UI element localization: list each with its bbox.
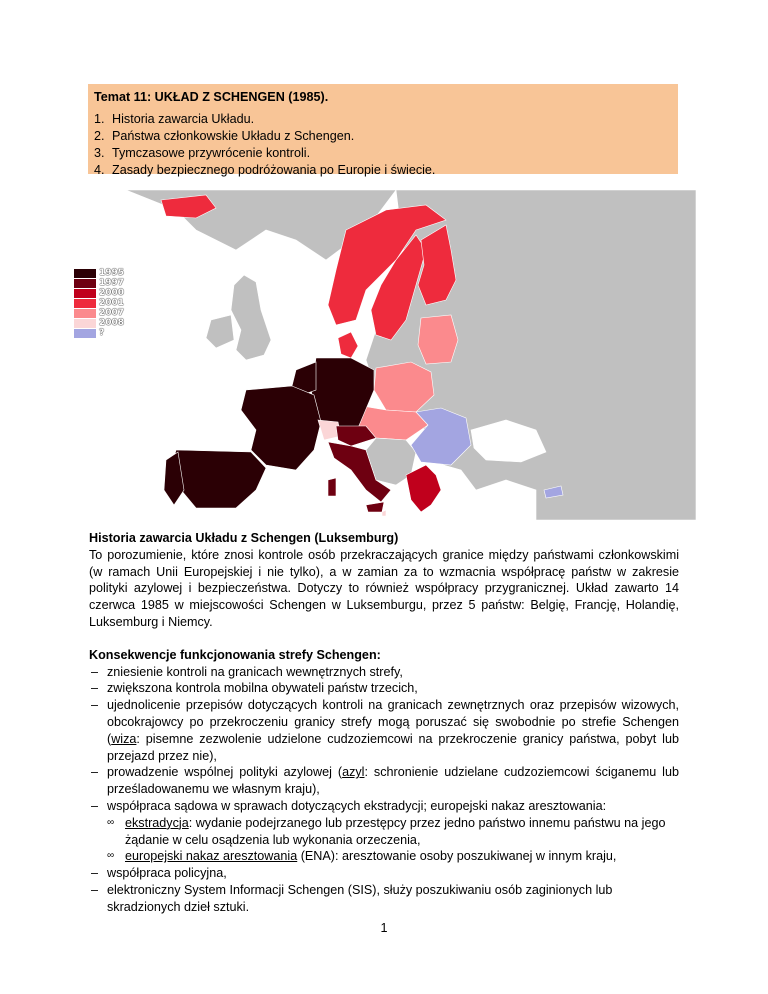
legend-row: 2001 (74, 298, 124, 308)
baltics (418, 315, 458, 364)
legend-swatch (74, 309, 96, 318)
term-ekstradycja: ekstradycja (125, 815, 189, 830)
ireland (206, 315, 234, 348)
topic-item: 1. Historia zawarcia Układu. (94, 112, 255, 126)
list-item: – zwiększona kontrola mobilna obywateli państw trzecich, (89, 680, 679, 697)
spacer (89, 631, 679, 647)
sub-list-item: ∞ europejski nakaz aresztowania (ENA): aresztowanie osoby poszukiwanej w innym kraju, (107, 848, 679, 865)
topic-item: 4. Zasady bezpiecznego podróżowania po Europie i świecie. (94, 163, 436, 177)
map-legend (74, 268, 124, 338)
consequences-list (89, 664, 679, 916)
list-item: – współpraca policyjna, (89, 865, 679, 882)
history-title: Historia zawarcia Układu z Schengen (Luksemburg) (89, 531, 399, 545)
legend-row: 1997 (74, 278, 124, 288)
legend-swatch (74, 319, 96, 328)
schengen-map (66, 190, 696, 520)
legend-row: 2000 (74, 288, 124, 298)
legend-row: ? (74, 328, 124, 338)
topic-item: 2. Państwa członkowskie Układu z Schengen. (94, 129, 355, 143)
sicily (366, 502, 384, 512)
page-number: 1 (380, 921, 388, 935)
sub-list-item: ∞ ekstradycja: wydanie podejrzanego lub przestępcy przez jedno państwo innemu państwu na jego żądanie w celu osądzenia lub wykonania orzeczenia, (107, 815, 679, 849)
content (89, 530, 679, 916)
uk (231, 275, 271, 360)
list-item: – prowadzenie wspólnej polityki azylowej (azyl: schronienie udzielane cudzoziemcowi ściganemu lub prześladowanemu we własnym kraju), (89, 764, 679, 798)
term-wiza: wiza (111, 731, 137, 746)
legend-row: 2008 (74, 318, 124, 328)
term-azyl: azyl (342, 765, 365, 780)
topic-box (88, 84, 678, 177)
legend-swatch (74, 279, 96, 288)
list-item: – ujednolicenie przepisów dotyczących kontroli na granicach zewnętrznych oraz przepisów wizowych, obcokrajowcy po przekroczeniu granicy strefy mogą poruszać się swobodnie po strefie Schengen (wiza: pisemne zezwolenie udzielone cudzoziemcowi na przekroczenie granicy państwa, pobyt lub przejazd przez nie), (89, 697, 679, 764)
topic-title: Temat 11: UKŁAD Z SCHENGEN (1985). (94, 90, 329, 104)
sub-list (107, 815, 679, 865)
term-ena: europejski nakaz aresztowania (125, 849, 298, 864)
malta (382, 510, 386, 516)
list-item: – zniesienie kontroli na granicach wewnętrznych strefy, (89, 664, 679, 681)
list-item: – elektroniczny System Informacji Schengen (SIS), służy poszukiwaniu osób zaginionych lub skradzionych dzieł sztuki. (89, 882, 679, 916)
greece (406, 465, 441, 512)
denmark (338, 332, 358, 358)
sardinia (328, 478, 336, 496)
consequences-title: Konsekwencje funkcjonowania strefy Schengen: (89, 647, 381, 662)
europe-map-svg (66, 190, 696, 520)
spain (171, 450, 266, 508)
topic-item: 3. Tymczasowe przywrócenie kontroli. (94, 146, 311, 160)
legend-swatch (74, 299, 96, 308)
legend-row: 1995 (74, 268, 124, 278)
topic-list (94, 111, 672, 179)
history-paragraph: To porozumienie, które znosi kontrole osób przekraczających granice między państwami członkowskimi (w ramach Unii Europejskiej i nie tylko), a w zamian za to wzmacnia współpracę państw w zakresie polityki azylowej i bezpieczeństwa. Dotyczy to również współpracy przygranicznej. Układ zawarto 14 czerwca 1985 w miejscowości Schengen w Luksemburgu, przez 5 państw: Belgię, Francję, Holandię, Luksemburg i Niemcy. (89, 547, 679, 629)
legend-swatch (74, 289, 96, 298)
legend-swatch (74, 329, 96, 338)
list-item: – współpraca sądowa w sprawach dotyczących ekstradycji; europejski nakaz aresztowania: ∞ ekstradycja: wydanie podejrzanego lub przestępcy przez jedno państwo innemu państwu na jego żądanie w celu osądzenia lub wykonania orzeczenia, ∞ europejski nakaz aresztowania (ENA): aresztowanie osoby poszukiwanej w innym kraju, (89, 798, 679, 865)
legend-swatch (74, 269, 96, 278)
legend-row: 2007 (74, 308, 124, 318)
